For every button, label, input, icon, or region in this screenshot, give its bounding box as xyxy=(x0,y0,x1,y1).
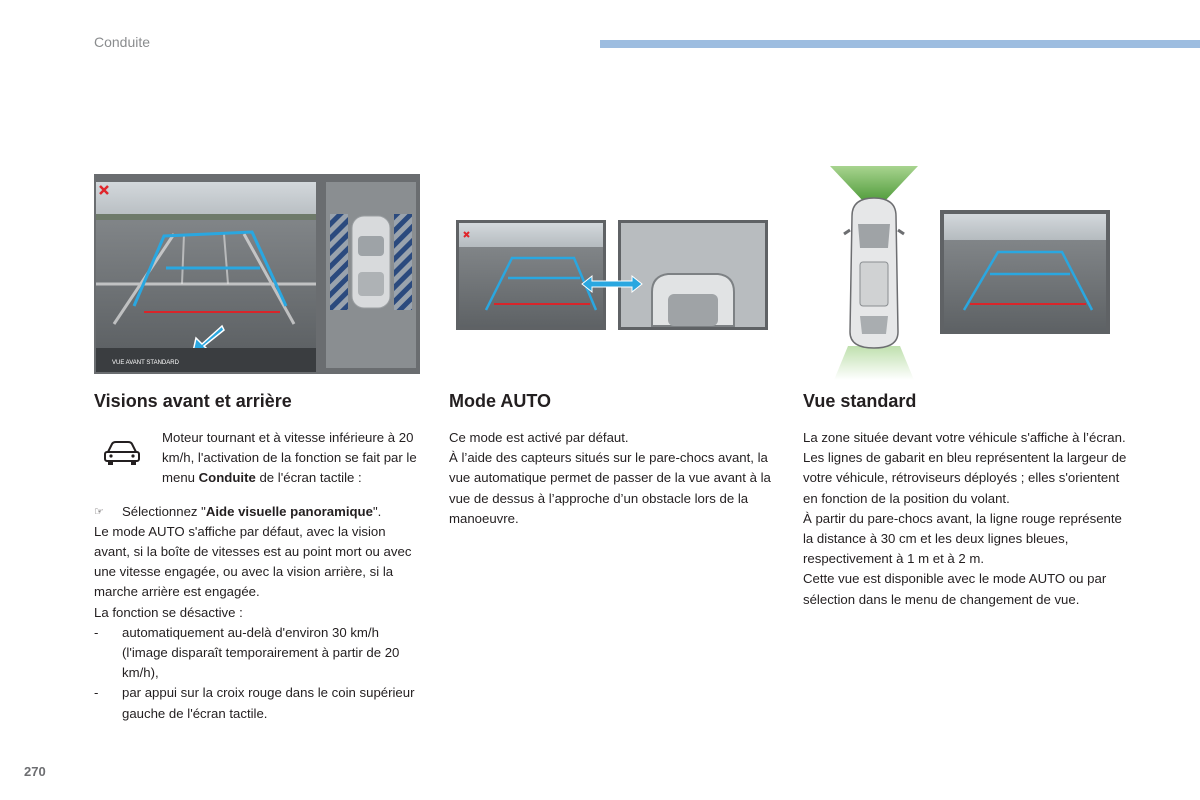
page-number: 270 xyxy=(24,764,46,779)
figure-vision-screen xyxy=(94,174,420,374)
column-visions xyxy=(94,390,422,724)
standard-line-1: La zone située devant votre véhicule s'affiche à l’écran. xyxy=(803,430,1126,445)
figure-auto-mode xyxy=(456,220,768,330)
instruction-line: ☞ Sélectionnez "Aide visuelle panoramique". xyxy=(94,502,422,522)
section-title: Conduite xyxy=(94,34,151,50)
deactivation-label: La fonction se désactive : xyxy=(94,604,243,620)
heading-standard-view: Vue standard xyxy=(803,391,917,411)
figure-standard-view xyxy=(830,164,1112,382)
car-front-icon xyxy=(102,438,142,466)
auto-line-2: À l’aide des capteurs situés sur le pare-chocs avant, la vue automatique permet de passer de la vue avant à la vue de dessus à l’approche d’un obstacle lors de la manoeuvre. xyxy=(449,450,771,526)
heading-auto-mode: Mode AUTO xyxy=(449,391,551,411)
hand-pointer-icon: ☞ xyxy=(94,505,104,518)
screen-caption: VUE AVANT STANDARD xyxy=(112,360,179,366)
standard-line-4: Cette vue est disponible avec le mode AUTO ou par sélection dans le menu de changement de vue. xyxy=(803,571,1107,607)
standard-line-3: À partir du pare-chocs avant, la ligne rouge représente la distance à 30 cm et les deux lignes bleues, respectivement à 1 m et à 2 m. xyxy=(803,510,1122,567)
list-item: - automatiquement au-delà d'environ 30 km/h (l'image disparaît temporairement à partir de 20 km/h), xyxy=(94,624,400,681)
list-item: - par appui sur la croix rouge dans le coin supérieur gauche de l'écran tactile. xyxy=(94,685,415,721)
heading-visions: Visions avant et arrière xyxy=(94,391,292,411)
auto-line-1: Ce mode est activé par défaut. xyxy=(449,430,629,445)
auto-mode-paragraph: Le mode AUTO s'affiche par défaut, avec la vision avant, si la boîte de vitesses est au point mort ou avec une vitesse engagée, ou avec la vision arrière, si la marche arrière est engagée. xyxy=(94,523,412,600)
column-auto-mode xyxy=(449,390,775,529)
intro-text: Moteur tournant et à vitesse inférieure à 20 km/h, l'activation de la fonction se fait par le menu Conduite de l'écran tactile : xyxy=(162,430,417,486)
header-bar xyxy=(600,40,1200,48)
standard-line-2: Les lignes de gabarit en bleu représentent la largeur de votre véhicule, rétroviseurs déployés ; elles s'orientent en fonction de la position du volant. xyxy=(803,450,1127,506)
intro-block xyxy=(94,428,422,489)
column-standard-view xyxy=(803,390,1127,610)
